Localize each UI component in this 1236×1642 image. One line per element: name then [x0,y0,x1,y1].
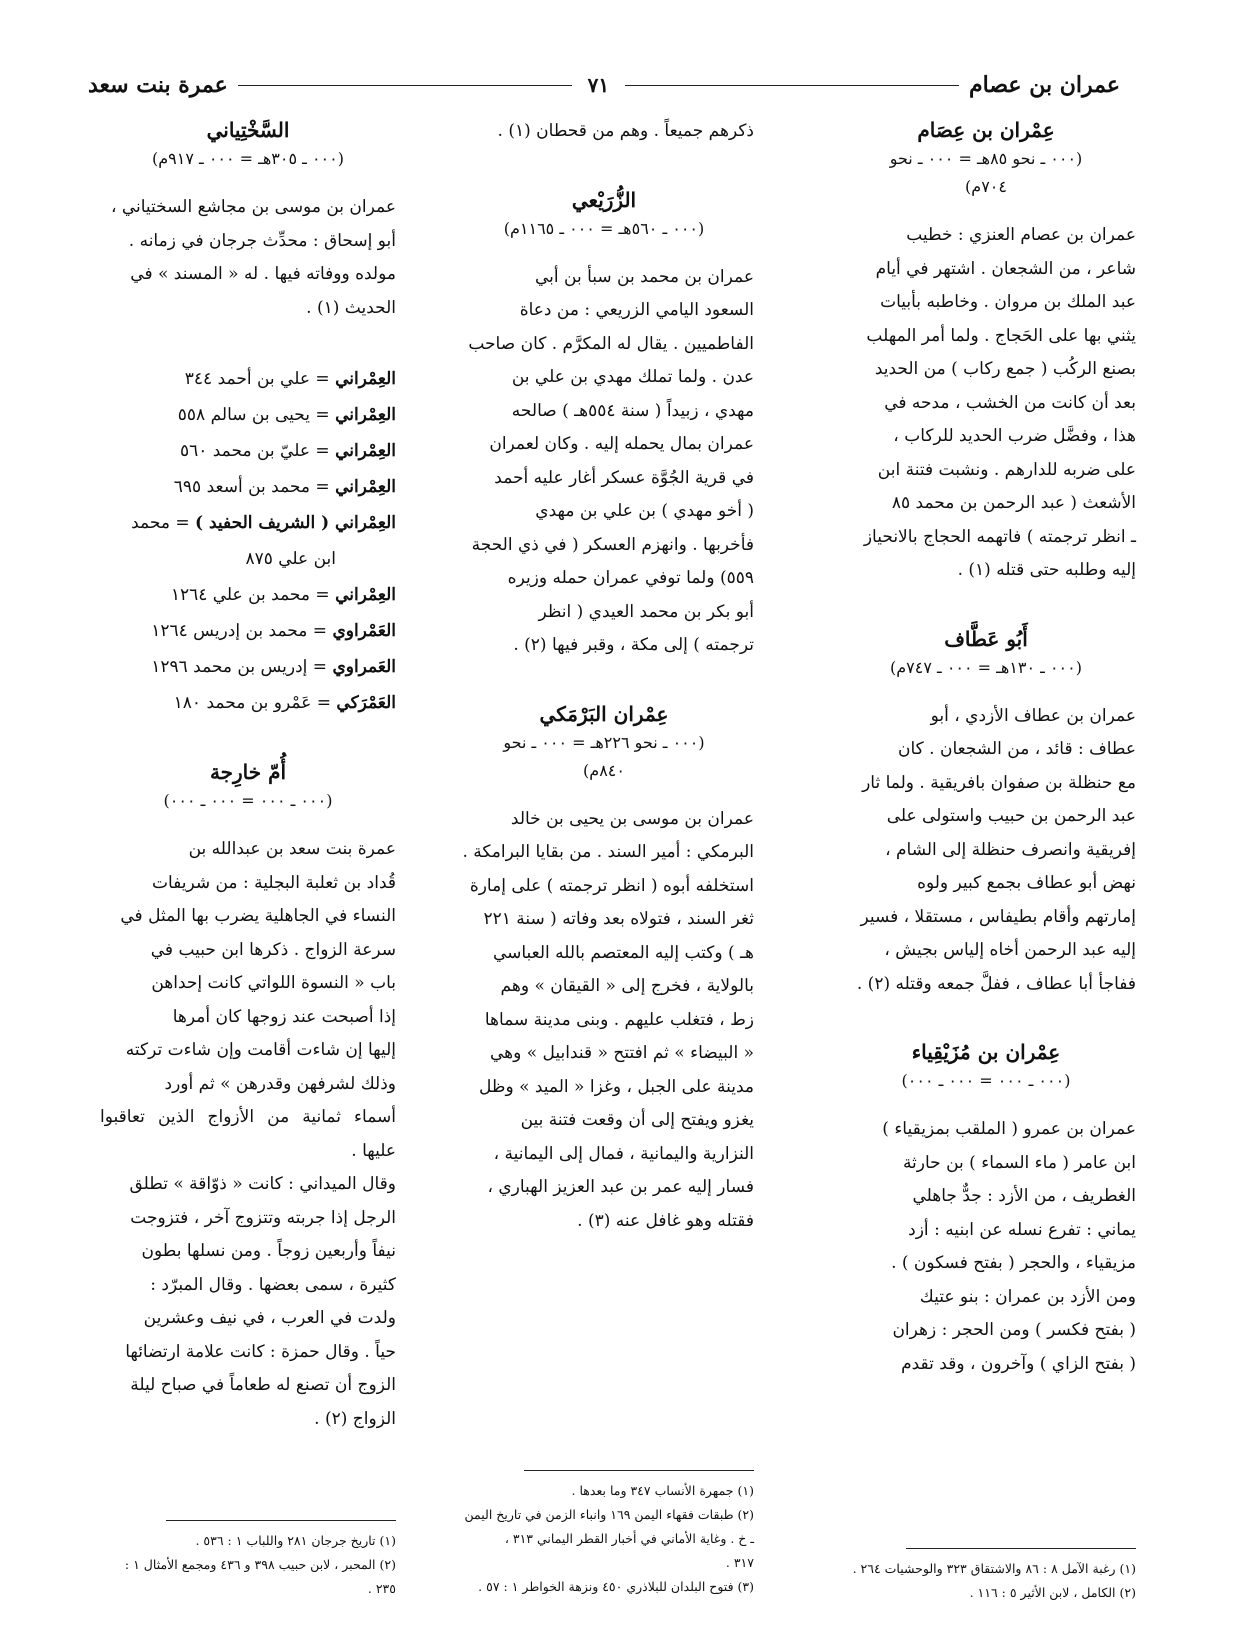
body-line: عبد الملك بن مروان . وخاطبه بأبيات [880,292,1136,312]
body-line: ترجمته ) إلى مكة ، وقبر فيها (٢) . [513,635,754,655]
cross-reference-target: = إدريس بن محمد ١٢٩٦ [151,657,328,677]
body-line: على ضربه للدارهم . ونشبت فتنة ابن [877,459,1136,480]
body-line: نيفاً وأربعين زوجاً . ومن نسلها بطون [141,1241,396,1261]
footnote: (١) جمهرة الأنساب ٣٤٧ وما بعدها . [571,1483,754,1498]
entry-title: عِمْران البَرْمَكي [539,701,669,726]
body-line: إليه وطلبه حتى قتله (١) . [957,560,1136,580]
footnote: (٢) طبقات فقهاء اليمن ١٦٩ وانباء الزمن في تاريخ اليمن [464,1507,754,1522]
entry-dates: (٠٠٠ ـ ٣٠٥هـ = ٠٠٠ ـ ٩١٧م) [152,149,344,168]
body-line: السعود اليامي الزريعي : من دعاة [519,300,754,320]
cross-reference [100,541,396,577]
body-line: مولده ووفاته فيها . له « المسند » في [130,264,396,284]
body-line: ومن الأزد بن عمران : بنو عتيك [919,1286,1136,1307]
cross-reference-name: العِمْراني [335,405,396,425]
entry-body [454,261,754,663]
body-line: إليه عبد الرحمن أخاه إلياس بجيش ، [884,940,1136,960]
cross-reference [100,577,396,613]
body-line: الحديث (١) . [306,297,396,318]
body-line: يماني : تفرع نسله عن ابنيه : أزد [908,1219,1136,1240]
entry-dates: (٠٠٠ ـ نحو ٢٢٦هـ = ٠٠٠ ـ نحو [503,732,705,752]
footnote-list [100,1529,396,1601]
body-line: فأخربها . وانهزم العسكر ( في ذي الحجة [471,534,754,555]
footnote: (٢) المحبر ، لابن حبيب ٣٩٨ و ٤٣٦ ومجمع الأمثال ١ : [124,1557,396,1572]
body-line: هذا ، وفضَّل ضرب الحديد للركاب ، [893,426,1136,446]
body-line: عمران بن محمد بن سبأ بن أبي [534,266,754,287]
body-line: هـ ) وكتب إليه المعتصم بالله العباسي [492,942,754,963]
column-right [836,115,1136,1381]
body-line: ( بفتح فكسر ) ومن الحجر : زهران [892,1320,1136,1340]
cross-reference-target: = عَمْرو بن محمد ١٨٠ [173,693,332,713]
running-header [88,68,1120,102]
body-line: ثغر السند ، فتولاه بعد وفاته ( سنة ٢٢١ [483,909,754,929]
cross-reference-target: = محمد بن علي ١٢٦٤ [170,585,330,605]
body-line: عمران بن عصام العنزي : خطيب [906,225,1136,245]
entry-body [100,833,396,1436]
footnote-list [454,1479,754,1599]
footnote-rule [906,1548,1136,1549]
cross-reference [100,685,396,721]
footnotes-right [836,1548,1136,1605]
body-line: الرجل إذا جربته وتتزوج آخر ، فتزوجت [130,1207,396,1228]
body-line: إمارتهم وأقام بطيفاس ، مستقلا ، فسير [860,906,1136,927]
body-line: يثني بها على الحَجاج . ولما أمر المهلب [866,325,1136,346]
body-line: مزيقياء ، والحجر ( بفتح فسكون ) . [891,1253,1136,1273]
cross-reference-target: = عليّ بن محمد ٥٦٠ [179,441,330,461]
body-line: بالولاية ، فخرج إلى « القيقان » وهم [500,976,754,996]
body-line: كثيرة ، سمى بعضها . وقال المبرّد : [150,1274,396,1295]
cross-reference [100,433,396,469]
body-line: إليها إن شاءت أقامت وإن شاءت تركته [125,1040,396,1060]
entry-dates: (٠٠٠ ـ نحو ٨٥هـ = ٠٠٠ ـ نحو [889,149,1083,168]
body-line: الفاطميين . يقال له المكرَّم . كان صاحب [468,333,754,354]
body-line: استخلفه أبوه ( انظر ترجمته ) على إمارة [469,875,754,896]
entry-body [454,803,754,1239]
body-line: قُداد بن ثعلبة البجلية : من شريفات [151,872,396,893]
entry-title: السَّخْتِياني [206,118,290,142]
header-left-title: عمرة بنت سعد [87,72,228,98]
footnote: ـ خ . وغاية الأماني في أخبار القطر اليماني ٣١٣ ، [504,1531,754,1546]
cross-reference-target: = علي بن أحمد ٣٤٤ [184,369,330,389]
entry-dates: (٠٠٠ ـ ٠٠٠ = ٠٠٠ ـ ٠٠٠) [163,791,333,810]
footnotes-middle [454,1470,754,1599]
entry-body [836,1113,1136,1381]
body-line: الأشعث ( عبد الرحمن بن محمد ٨٥ [891,493,1136,513]
body-line: سرعة الزواج . ذكرها ابن حبيب في [150,939,396,960]
cross-reference [100,505,396,541]
entry-dates: (٠٠٠ ـ ١٣٠هـ = ٠٠٠ ـ ٧٤٧م) [890,657,1082,677]
cross-reference-name: العِمْراني ( الشريف الحفيد ) [194,513,396,533]
body-line: ابن عامر ( ماء السماء ) بن حارثة [902,1152,1136,1173]
header-right-title: عمران بن عصام [969,72,1120,98]
body-line: عمران بن موسى بن يحيى بن خالد [510,808,754,829]
body-line: ٥٥٩) ولما توفي عمران حمله وزيره [507,568,754,588]
body-line: ( بفتح الزاي ) وآخرون ، وقد تقدم [901,1353,1136,1374]
body-line: عطاف : قائد ، من الشجعان . كان [897,739,1136,759]
footnote-list [836,1557,1136,1605]
entry-title: أُمّ خارِجة [209,760,287,784]
entry-dates: ٨٤٠م) [583,760,625,780]
cross-reference-name: العِمْراني [335,585,396,605]
footnote: (١) رغبة الآمل ٨ : ٨٦ والاشتقاق ٣٢٣ والوحشيات ٢٦٤ . [852,1561,1136,1576]
footnote-rule [524,1470,754,1471]
column-left [100,115,396,1436]
footnote: ٢٣٥ . [367,1581,396,1596]
entry-title: عِمْران بن عِصَام [917,118,1055,142]
body-line: فقتله وهو غافل عنه (٣) . [577,1210,754,1231]
body-line: بعد أن كانت من الخشب ، مدحه في [884,392,1136,413]
entry-title: الزُّرَيْعي [571,187,637,212]
body-line: النساء في الجاهلية يضرب بها المثل في [120,906,396,926]
entry-body [836,700,1136,1002]
body-line: باب « النسوة اللواتي كانت إحداهن [151,973,396,993]
cross-reference [100,649,396,685]
column-middle [454,115,754,1238]
body-line: زط ، فتغلب عليهم . وبنى مدينة سماها [484,1009,754,1030]
entry-dates: (٠٠٠ ـ ٠٠٠ = ٠٠٠ ـ ٠٠٠) [901,1071,1071,1090]
header-rule-left [238,85,572,86]
body-line: عمران بمال يحمله إليه . وكان لعمران [489,434,754,454]
cross-reference-target: = يحيى بن سالم ٥٥٨ [177,405,330,425]
body-line: البرمكي : أمير السند . من بقايا البرامكة . [462,842,754,862]
cross-reference-target: = محمد بن أسعد ٦٩٥ [173,477,330,497]
body-line: في قرية الجُوَّة عسكر أغار عليه أحمد [494,467,754,488]
body-line: « البيضاء » ثم افتتح « قندابيل » وهي [489,1043,754,1063]
entry-title: أَبُو عَطَّاف [944,626,1028,651]
cross-reference-name: العِمْراني [335,369,396,389]
body-line: أبو بكر بن محمد العيدي ( انظر [538,601,754,622]
body-line: عبد الرحمن بن حبيب واستولى على [886,806,1136,826]
body-line: إفريقية وانصرف حنظلة إلى الشام ، [885,839,1136,860]
body-line: بصنع الركُب ( جمع ركاب ) من الحديد [874,359,1136,379]
body-line: إذا أصبحت عند زوجها كان أمرها [172,1006,396,1027]
body-line: النزارية واليمانية ، فمال إلى اليمانية ، [493,1143,754,1164]
body-line: أبو إسحاق : محدِّث جرجان في زمانه . [128,230,396,251]
body-line: عمران بن موسى بن مجاشع السختياني ، [110,197,396,217]
header-rule-right [625,85,959,86]
cross-reference-target: ابن علي ٨٧٥ [245,549,336,569]
cross-reference-list [100,361,396,721]
footnote: ٣١٧ . [725,1555,754,1570]
cross-reference-name: العَمْراوي [332,621,396,641]
footnotes-left [100,1520,396,1601]
body-line: وذلك لشرفهن وقدرهن » ثم أورد [164,1073,396,1094]
footnote: (١) تاريخ جرجان ٢٨١ واللباب ١ : ٥٣٦ . [195,1533,396,1548]
body-line: حياً . وقال حمزة : كانت علامة ارتضائها [125,1341,396,1362]
footnote-rule [166,1520,396,1521]
body-line: عدن . ولما تملك مهدي بن علي بن [511,367,754,387]
body-line: الزواج (٢) . [314,1408,396,1429]
body-line: ـ انظر ترجمته ) فاتهمه الحجاج بالانحياز [863,526,1136,547]
cross-reference-name: العِمْراني [335,441,396,461]
body-line: الزوج أن تصنع له طعاماً في صباح ليلة [130,1375,396,1395]
page-number: ٧١ [587,73,610,97]
body-line: فسار إليه عمر بن عبد العزيز الهباري ، [487,1177,754,1197]
entry-dates: ٧٠٤م) [965,177,1007,196]
cross-reference-name: العِمْراني [335,477,396,497]
entry-title: عِمْران بن مُزَيْقِياء [911,1040,1061,1064]
cross-reference [100,397,396,433]
body-line: مهدي ، زبيداً ( سنة ٥٥٤هـ ) صالحه [511,400,754,421]
entry-continuation: ذكرهم جميعاً . وهم من قحطان (١) . [497,121,754,141]
cross-reference [100,469,396,505]
cross-reference-target: = محمد [131,513,190,533]
cross-reference [100,361,396,397]
cross-reference-name: العَمراوي [332,657,396,677]
entry-dates: (٠٠٠ ـ ٥٦٠هـ = ٠٠٠ ـ ١١٦٥م) [503,218,705,238]
body-line: ( أخو مهدي ) بن علي بن مهدي [535,501,754,521]
body-line: وقال الميداني : كانت « ذوّاقة » تطلق [129,1174,396,1194]
body-line: مع حنظلة بن صفوان بافريقية . ولما ثار [862,772,1136,793]
body-line: عمران بن عطاف الأزدي ، أبو [930,705,1136,726]
body-line: نهض أبو عطاف بجمع كبير ولوه [917,873,1136,893]
cross-reference [100,613,396,649]
entry-body [836,219,1136,588]
body-line: مدينة على الجبل ، وغزا « الميد » وظل [479,1076,754,1097]
cross-reference-name: العَمْرَكي [336,693,396,713]
body-line: الغطريف ، من الأزد : جدٌّ جاهلي [912,1186,1136,1206]
body-line: ففاجأ أبا عطاف ، ففلَّ جمعه وقتله (٢) . [856,973,1136,994]
footnote: (٢) الكامل ، لابن الأثير ٥ : ١١٦ . [969,1585,1136,1600]
body-line: أسماء ثمانية من الأزواج الذين تعاقبوا عليها . [100,1107,396,1161]
footnote: (٣) فتوح البلدان للبلاذري ٤٥٠ ونزهة الخواطر ١ : ٥٧ . [478,1579,754,1594]
cross-reference-target: = محمد بن إدريس ١٢٦٤ [151,621,328,641]
entry-body [100,191,396,325]
body-line: ولدت في العرب ، في نيف وعشرين [143,1308,396,1328]
body-line: شاعر ، من الشجعان . اشتهر في أيام [875,258,1136,279]
body-line: يغزو ويفتح إلى أن وقعت فتنة بين [520,1110,754,1130]
body-line: عمران بن عمرو ( الملقب بمزيقياء ) [882,1119,1136,1139]
body-line: عمرة بنت سعد بن عبدالله بن [188,839,396,859]
